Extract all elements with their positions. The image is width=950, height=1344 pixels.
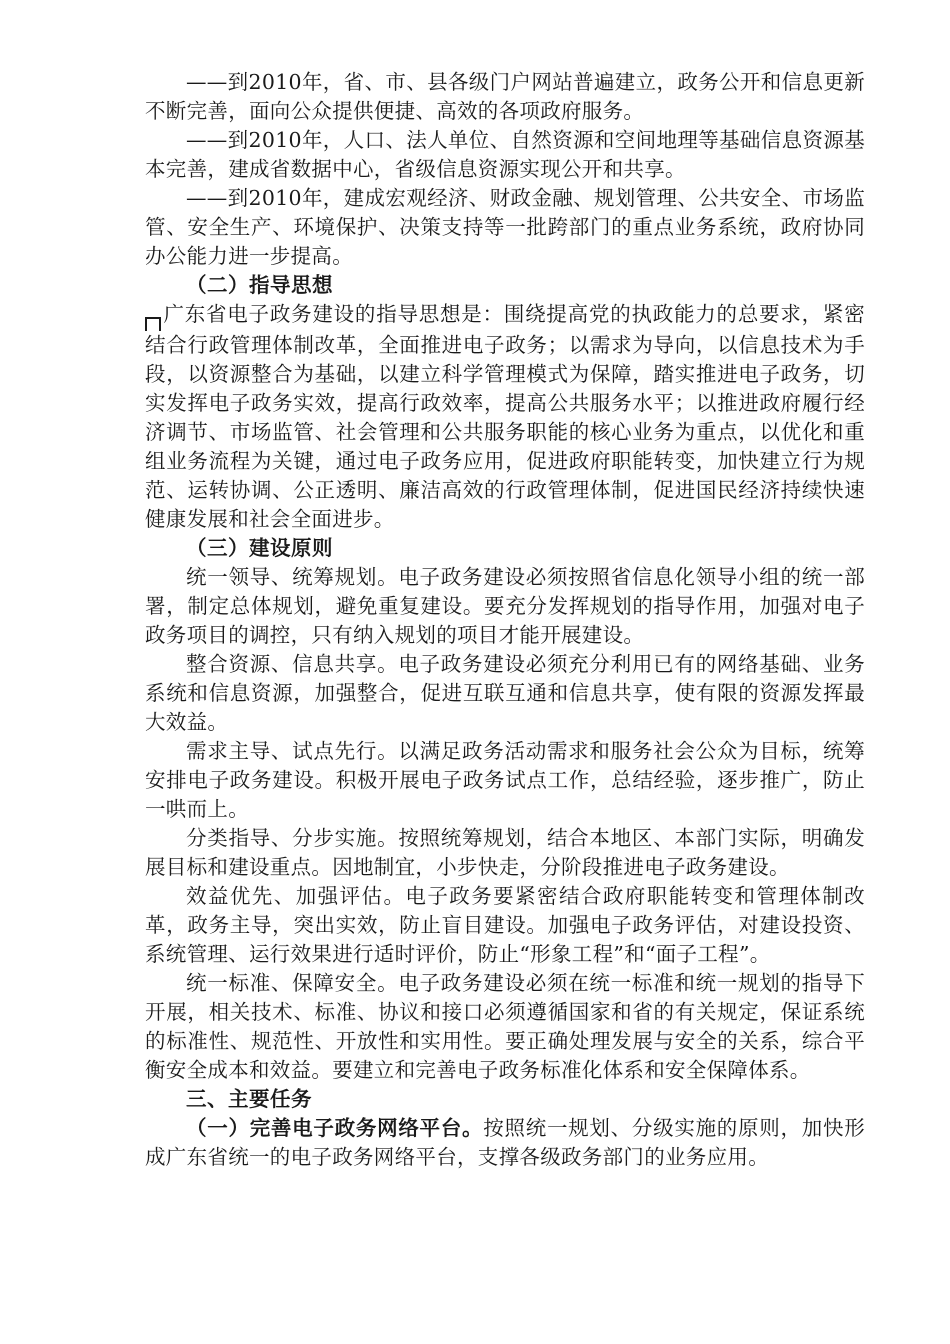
- principle-paragraph: 效益优先、加强评估。电子政务要紧密结合政府职能转变和管理体制改革，政务主导，突出实效，防止盲目建设。加强电子政务评估，对建设投资、系统管理、运行效果进行适时评价，防止“形象工程”和“面子工程”。: [145, 884, 865, 966]
- document-page: [145, 68, 865, 1172]
- heading-main-tasks: 三、主要任务: [186, 1087, 312, 1111]
- goal-paragraph-portal: ——到2010年，省、市、县各级门户网站普遍建立，政务公开和信息更新不断完善，面向公众提供便捷、高效的各项政府服务。: [145, 70, 865, 123]
- heading-principles: （三）建设原则: [186, 536, 333, 560]
- goal-paragraph-business-systems: ——到2010年，建成宏观经济、财政金融、规划管理、公共安全、市场监管、安全生产、环境保护、决策支持等一批跨部门的重点业务系统，政府协同办公能力进一步提高。: [145, 186, 865, 268]
- task-body: 按照统一规划、分级实施的原则，加快形成广东省统一的电子政务网络平台，支撑各级政务部门的业务应用。: [145, 1116, 865, 1169]
- guiding-paragraph: [145, 300, 865, 534]
- task-lead: （一）完善电子政务网络平台。: [186, 1116, 484, 1140]
- text-cursor-mark-icon: [145, 317, 161, 331]
- task-paragraph: [145, 1114, 865, 1172]
- principle-paragraph: 需求主导、试点先行。以满足政务活动需求和服务社会公众为目标，统筹安排电子政务建设。积极开展电子政务试点工作，总结经验，逐步推广，防止一哄而上。: [145, 739, 865, 821]
- goal-paragraph-data-center: ——到2010年，人口、法人单位、自然资源和空间地理等基础信息资源基本完善，建成省数据中心，省级信息资源实现公开和共享。: [145, 128, 865, 181]
- principle-paragraph: 整合资源、信息共享。电子政务建设必须充分利用已有的网络基础、业务系统和信息资源，加强整合，促进互联互通和信息共享，使有限的资源发挥最大效益。: [145, 652, 865, 734]
- guiding-text: 广东省电子政务建设的指导思想是：围绕提高党的执政能力的总要求，紧密结合行政管理体制改革，全面推进电子政务；以需求为导向，以信息技术为手段，以资源整合为基础，以建立科学管理模式为保障，踏实推进电子政务，切实发挥电子政务实效，提高行政效率，提高公共服务水平；以推进政府履行经济调节、市场监管、社会管理和公共服务职能的核心业务为重点，以优化和重组业务流程为关键，通过电子政务应用，促进政府职能转变，加快建立行为规范、运转协调、公正透明、廉洁高效的行政管理体制，促进国民经济持续快速健康发展和社会全面进步。: [145, 302, 865, 531]
- principle-paragraph: 统一标准、保障安全。电子政务建设必须在统一标准和统一规划的指导下开展，相关技术、标准、协议和接口必须遵循国家和省的有关规定，保证系统的标准性、规范性、开放性和实用性。要正确处理发展与安全的关系，综合平衡安全成本和效益。要建立和完善电子政务标准化体系和安全保障体系。: [145, 971, 865, 1082]
- principle-paragraph: 分类指导、分步实施。按照统筹规划，结合本地区、本部门实际，明确发展目标和建设重点。因地制宜，小步快走，分阶段推进电子政务建设。: [145, 826, 865, 879]
- principle-paragraph: 统一领导、统筹规划。电子政务建设必须按照省信息化领导小组的统一部署，制定总体规划，避免重复建设。要充分发挥规划的指导作用，加强对电子政务项目的调控，只有纳入规划的项目才能开展建设。: [145, 565, 865, 647]
- heading-guiding-ideology: （二）指导思想: [186, 273, 333, 297]
